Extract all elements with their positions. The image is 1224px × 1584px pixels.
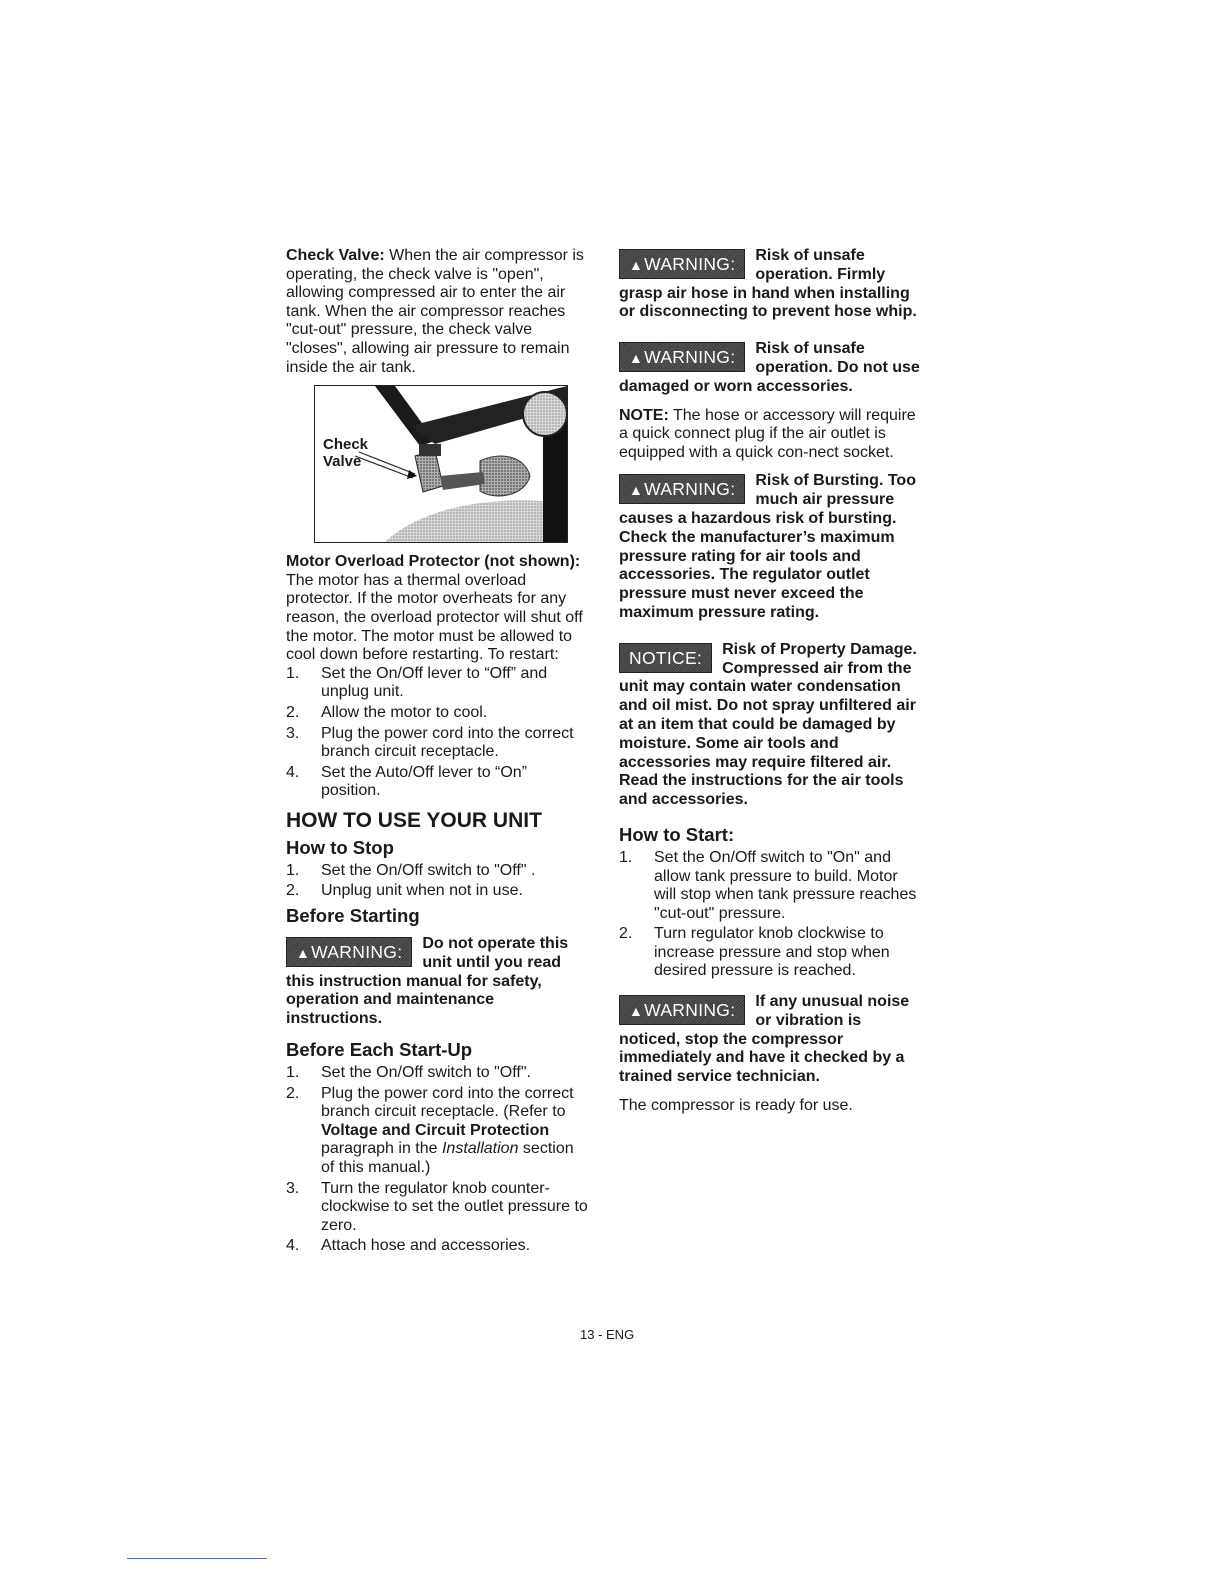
step-text: Set the On/Off switch to "On" and allow tank pressure to build. Motor will stop when tank pressure reaches "cut-out" pressure. [654, 848, 917, 922]
step-number: 1. [286, 861, 300, 879]
warning-badge [619, 474, 745, 504]
warning-triangle-icon: ▲ [629, 350, 644, 367]
warning-badge-label: WARNING: [644, 254, 736, 274]
ready-paragraph: The compressor is ready for use. [619, 1097, 853, 1115]
warning-block-unusual-noise [619, 993, 924, 1087]
list-item [286, 725, 591, 762]
warning-triangle-icon: ▲ [629, 257, 644, 273]
step-text: Unplug unit when not in use. [321, 882, 523, 900]
list-item [286, 665, 591, 702]
step-text: Plug the power cord into the correct branch circuit receptacle. (Refer to [321, 1084, 574, 1121]
step-text: Set the On/Off lever to “Off” and unplug unit. [321, 664, 548, 701]
overload-text: The motor has a thermal overload protector. If the motor overheats for any reason, the overload protector will shut off the motor. The motor must be allowed to cool down before restarting. To restart: [286, 571, 583, 664]
step-text: Set the On/Off switch to "Off" . [321, 861, 536, 879]
start-steps-list [619, 849, 924, 981]
step-text: Attach hose and accessories. [321, 1237, 531, 1255]
warning-badge-label: WARNING: [644, 347, 736, 368]
check-valve-photo [314, 385, 568, 543]
warning-badge [619, 249, 745, 279]
step-number: 2. [286, 1084, 300, 1102]
step-number: 1. [286, 664, 300, 682]
notice-text: Risk of Property Damage. Compressed air from the unit may contain water condensation and oil mist. Do not spray unfiltered air at an item that could be damaged by moisture. Some air tools and accessories may require filtered air. Read the instructions for the air tools and accessories. [619, 640, 917, 809]
step-number: 3. [286, 724, 300, 742]
check-valve-paragraph [286, 247, 591, 377]
warning-block-damaged-accessories [619, 340, 924, 396]
list-item [286, 862, 591, 881]
step-text: paragraph in the [321, 1140, 442, 1158]
overload-paragraph [286, 553, 591, 665]
warning-badge [619, 995, 745, 1025]
note-text: The hose or accessory will require a quick connect plug if the air outlet is equipped with a quick con-nect socket. [619, 406, 916, 461]
note-label: NOTE: [619, 406, 669, 424]
warning-badge-label: WARNING: [644, 479, 736, 500]
warning-text: Risk of unsafe operation. Do not use damaged or worn accessories. [619, 340, 920, 395]
warning-text: If any unusual noise or vibration is noticed, stop the compressor immediately and have it checked by a trained service technician. [619, 993, 910, 1086]
check-valve-text: When the air compressor is operating, the check valve is "open", allowing compressed air to enter the air tank. When the air compressor reaches "cut-out" pressure, the check valve "closes", allowing air pressure to remain inside the air tank. [286, 247, 584, 376]
page-number: 13 - ENG [580, 1327, 635, 1342]
warning-block-hose-whip [619, 247, 924, 322]
note-paragraph [619, 407, 924, 463]
list-item [619, 849, 924, 923]
footnote-separator-line [127, 1558, 267, 1559]
overload-label: Motor Overload Protector (not shown): [286, 553, 581, 571]
step-text: Turn the regulator knob counter-clockwise to set the outlet pressure to zero. [321, 1179, 588, 1234]
figure-label-line2: Valve [323, 453, 362, 471]
notice-badge-label: NOTICE: [629, 647, 703, 668]
notice-block-property-damage [619, 641, 924, 810]
stop-steps-list [286, 862, 591, 901]
step-text: Set the On/Off switch to "Off". [321, 1064, 531, 1082]
list-item [286, 1180, 591, 1236]
subheading-before-each-start-up: Before Each Start-Up [286, 1039, 473, 1061]
restart-steps-list [286, 665, 591, 801]
warning-text: Do not operate this unit until you read this instruction manual for safety, operation and maintenance instructions. [286, 935, 569, 1028]
step-number: 4. [286, 763, 300, 781]
list-item [619, 925, 924, 981]
warning-triangle-icon: ▲ [629, 1003, 644, 1020]
warning-triangle-icon: ▲ [296, 945, 311, 962]
warning-badge [286, 937, 412, 967]
warning-triangle-icon: ▲ [629, 482, 644, 499]
subheading-how-to-start: How to Start: [619, 823, 735, 845]
subheading-how-to-stop: How to Stop [286, 836, 394, 858]
step-text: Turn regulator knob clockwise to increase pressure and stop when desired pressure is reached. [654, 925, 890, 980]
left-column [286, 247, 591, 1258]
step-text: Set the Auto/Off lever to “On” position. [321, 763, 528, 800]
notice-badge [619, 643, 712, 673]
step-text-italic: Installation [441, 1140, 519, 1158]
step-text: section of this manual.) [321, 1140, 574, 1177]
step-text: Allow the motor to cool. [321, 703, 488, 721]
section-heading-how-to-use: HOW TO USE YOUR UNIT [286, 808, 542, 832]
list-item [286, 764, 591, 801]
warning-badge [619, 342, 745, 372]
step-number: 2. [619, 925, 633, 943]
step-number: 4. [286, 1237, 300, 1255]
warning-badge-label: WARNING: [311, 942, 403, 963]
warning-text: Risk of unsafe operation. Firmly grasp air hose in hand when installing or disconnecting to prevent hose whip. [619, 247, 917, 321]
list-item [286, 1064, 591, 1083]
list-item [286, 704, 591, 723]
subheading-before-starting: Before Starting [286, 905, 420, 927]
warning-block-bursting [619, 472, 924, 622]
warning-badge-label: WARNING: [644, 1000, 736, 1021]
figure-label-line1: Check [323, 436, 369, 454]
figure-label-check-valve [323, 436, 368, 470]
list-item [286, 1085, 591, 1178]
warning-block-before-starting [286, 935, 591, 1029]
right-column [619, 247, 924, 1116]
step-number: 1. [286, 1064, 300, 1082]
step-number: 3. [286, 1179, 300, 1197]
step-text-bold: Voltage and Circuit Protection [321, 1121, 550, 1139]
step-number: 1. [619, 848, 633, 866]
list-item [286, 882, 591, 901]
check-valve-label: Check Valve: [286, 247, 385, 264]
step-number: 2. [286, 882, 300, 900]
step-number: 2. [286, 703, 300, 721]
warning-text: Risk of Bursting. Too much air pressure causes a hazardous risk of bursting. Check the manufacturer’s maximum pressure rating for air tools and accessories. The regulator outlet pressure must never exceed the maximum pressure rating. [619, 472, 916, 621]
step-text: Plug the power cord into the correct branch circuit receptacle. [321, 724, 574, 761]
list-item [286, 1237, 591, 1256]
before-each-steps-list [286, 1064, 591, 1256]
